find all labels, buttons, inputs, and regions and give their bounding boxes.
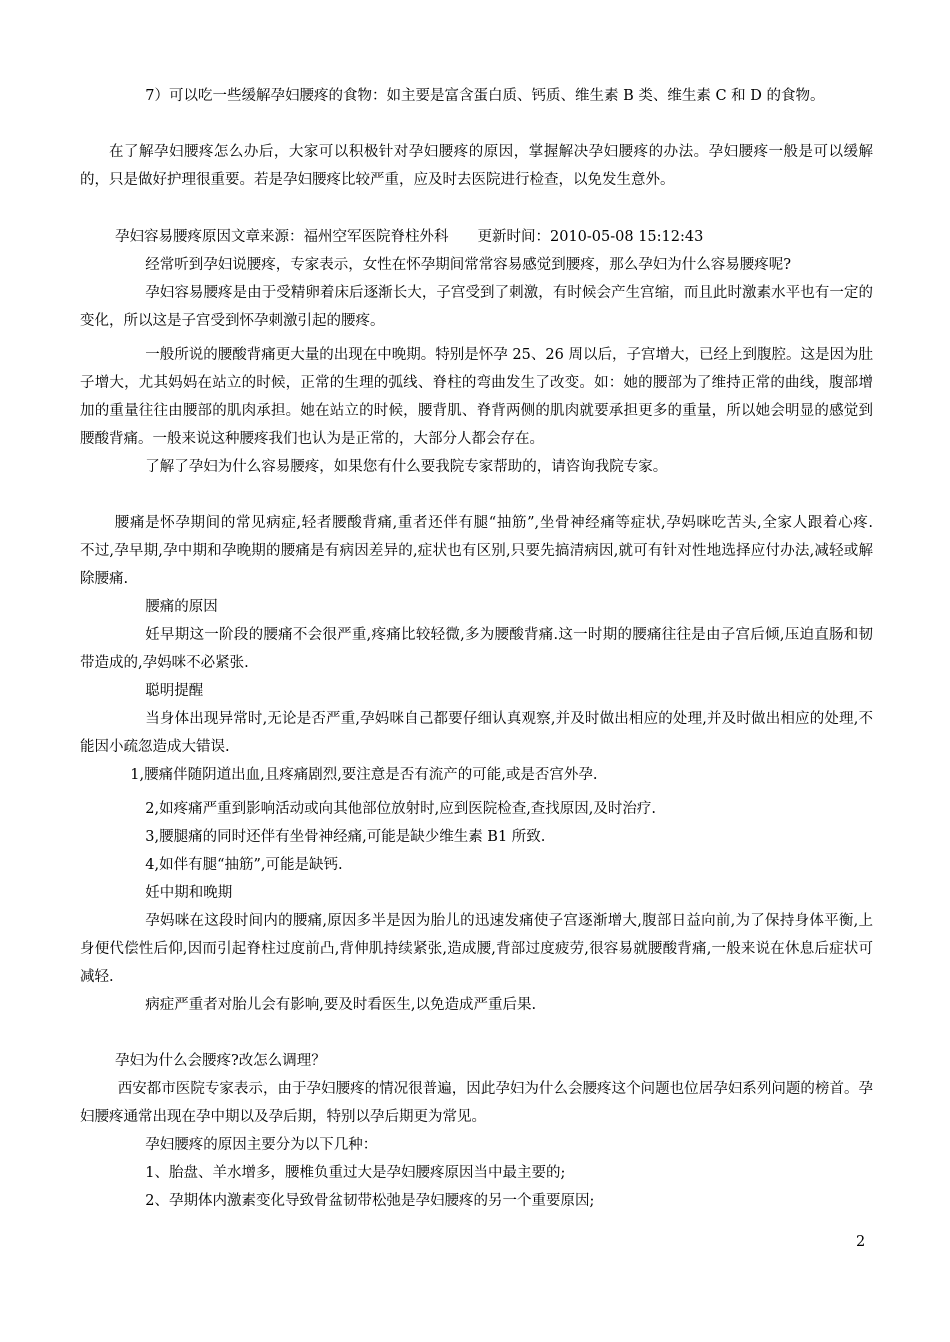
- paragraph-causes-list-intro: 孕妇腰疼的原因主要分为以下几种：: [145, 1137, 378, 1153]
- heading-tips: 聪明提醒: [145, 683, 204, 699]
- cause-item-1: 1、胎盘、羊水增多，腰椎负重过大是孕妇腰疼原因当中最主要的;: [145, 1165, 566, 1181]
- page-number: 2: [856, 1234, 866, 1250]
- article-source-line: 孕妇容易腰疼原因文章来源：福州空军医院脊柱外科 更新时间：2010-05-08 15:12:43: [115, 229, 704, 245]
- paragraph-early-stage: 妊早期这一阶段的腰痛不会很严重,疼痛比较轻微,多为腰酸背痛.这一时期的腰痛往往是由子宫后倾,压迫直肠和韧带造成的,孕妈咪不必紧张.: [80, 627, 873, 671]
- paragraph-consult: 了解了孕妇为什么容易腰疼，如果您有什么要我院专家帮助的，请咨询我院专家。: [145, 459, 668, 475]
- paragraph-foods: 7）可以吃一些缓解孕妇腰疼的食物：如主要是富含蛋白质、钙质、维生素 B 类、维生素 C 和 D 的食物。: [145, 88, 825, 104]
- list-item-4: 4,如伴有腿“抽筋”,可能是缺钙.: [145, 857, 343, 873]
- paragraph-mid-late-cause: 孕妈咪在这段时间内的腰痛,原因多半是因为胎儿的迅速发痛使子宫逐渐增大,腹部日益向前,为了保持身体平衡,上身便代偿性后仰,因而引起脊柱过度前凸,背伸肌持续紧张,造成腰,背部过度疲劳,很容易就腰酸背痛,一般来说在休息后症状可减轻.: [80, 913, 873, 985]
- paragraph-cause: 孕妇容易腰疼是由于受精卵着床后逐渐长大，子宫受到了刺激，有时候会产生宫缩，而且此时激素水平也有一定的变化，所以这是子宫受到怀孕刺激引起的腰疼。: [80, 285, 873, 329]
- paragraph-summary: 在了解孕妇腰疼怎么办后，大家可以积极针对孕妇腰疼的原因，掌握解决孕妇腰疼的办法。孕妇腰疼一般是可以缓解的，只是做好护理很重要。若是孕妇腰疼比较严重，应及时去医院进行检查，以免发生意外。: [80, 144, 873, 188]
- paragraph-severe: 病症严重者对胎儿会有影响,要及时看医生,以免造成严重后果.: [145, 997, 537, 1013]
- list-item-2: 2,如疼痛严重到影响活动或向其他部位放射时,应到医院检查,查找原因,及时治疗.: [145, 801, 657, 817]
- paragraph-observe: 当身体出现异常时,无论是否严重,孕妈咪自己都要仔细认真观察,并及时做出相应的处理,并及时做出相应的处理,不能因小疏忽造成大错误.: [80, 711, 873, 755]
- cause-item-2: 2、孕期体内激素变化导致骨盆韧带松弛是孕妇腰疼的另一个重要原因;: [145, 1193, 595, 1209]
- paragraph-mid-late: 一般所说的腰酸背痛更大量的出现在中晚期。特别是怀孕 25、26 周以后，子宫增大，已经上到腹腔。这是因为肚子增大，尤其妈妈在站立的时候，正常的生理的弧线、脊柱的弯曲发生了改变。如：她的腰部为了维持正常的曲线，腹部增加的重量往往由腰部的肌肉承担。她在站立的时候，腰背肌、脊背两侧的肌肉就要承担更多的重量，所以她会明显的感觉到腰酸背痛。一般来说这种腰疼我们也认为是正常的，大部分人都会存在。: [80, 347, 873, 447]
- heading-causes: 腰痛的原因: [145, 599, 218, 615]
- list-item-3: 3,腰腿痛的同时还伴有坐骨神经痛,可能是缺少维生素 B1 所致.: [145, 829, 546, 845]
- heading-why-back-pain: 孕妇为什么会腰疼?改怎么调理？: [115, 1053, 326, 1069]
- heading-mid-late: 妊中期和晚期: [145, 885, 233, 901]
- paragraph-back-pain-common: 腰痛是怀孕期间的常见病症,轻者腰酸背痛,重者还伴有腿“抽筋”,坐骨神经痛等症状,孕妈咪吃苦头,全家人跟着心疼. 不过,孕早期,孕中期和孕晚期的腰痛是有病因差异的,症状也有区别,只要先搞清病因,就可有针对性地选择应付办法,减轻或解除腰痛.: [80, 515, 902, 587]
- paragraph-intro: 经常听到孕妇说腰疼，专家表示，女性在怀孕期间常常容易感觉到腰疼，那么孕妇为什么容易腰疼呢?: [145, 257, 792, 273]
- list-item-1: 1,腰痛伴随阴道出血,且疼痛剧烈,要注意是否有流产的可能,或是否宫外孕.: [130, 767, 598, 783]
- paragraph-xian-expert: 西安都市医院专家表示，由于孕妇腰疼的情况很普遍，因此孕妇为什么会腰疼这个问题也位居孕妇系列问题的榜首。孕妇腰疼通常出现在孕中期以及孕后期，特别以孕后期更为常见。: [80, 1081, 873, 1125]
